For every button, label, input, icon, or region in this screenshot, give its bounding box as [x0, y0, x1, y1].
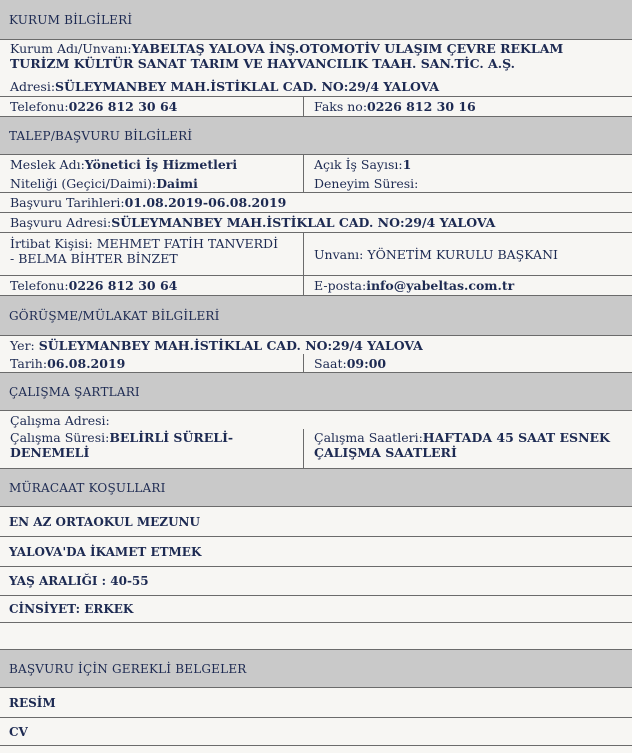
section-header-kurum	[0, 0, 632, 39]
field-value: SÜLEYMANBEY MAH.İSTİKLAL CAD. NO:29/4 YALOVA	[55, 79, 440, 94]
field-label: Başvuru Adresi:	[10, 215, 112, 230]
gorusme-yer-cell	[0, 336, 632, 354]
calisma-adres-cell	[0, 411, 632, 429]
gorusme-tarih-cell	[0, 354, 303, 372]
field-label: Yer:	[10, 337, 39, 353]
kurum-faks-cell	[303, 97, 632, 116]
talep-irtibat-cell	[0, 233, 303, 275]
requirement-item: EN AZ ORTAOKUL MEZUNU	[0, 506, 632, 536]
field-label: Faks no:	[314, 99, 368, 114]
field-value: DENEMELİ	[10, 445, 90, 460]
talep-meslek-row	[0, 154, 632, 174]
section-header-gorusme	[0, 295, 632, 335]
talep-nitelik-cell	[0, 174, 303, 192]
talep-irtibat-row	[0, 232, 632, 275]
section-header-calisma	[0, 372, 632, 410]
gorusme-tarih-row	[0, 354, 632, 372]
kurum-adres-row	[0, 77, 632, 96]
talep-unvan-cell	[303, 233, 632, 275]
field-value: HAFTADA 45 SAAT ESNEK	[422, 430, 610, 445]
section-header-belgeler	[0, 649, 632, 687]
calisma-sure-row	[0, 429, 632, 468]
field-value: SÜLEYMANBEY MAH.İSTİKLAL CAD. NO:29/4 YALOVA	[38, 337, 423, 353]
field-value: 0226 812 30 64	[68, 99, 178, 114]
section-title: MÜRACAAT KOŞULLARI	[9, 480, 166, 495]
irtibat-line: - BELMA BİHTER BİNZET	[10, 251, 178, 266]
field-label: Deneyim Süresi:	[314, 175, 419, 191]
section-title: TALEP/BAŞVURU BİLGİLERİ	[9, 128, 193, 143]
talep-tarih-cell	[0, 193, 632, 212]
kurum-adi-cell	[0, 40, 632, 77]
field-value: 09:00	[346, 355, 387, 371]
requirement-item: YALOVA'DA İKAMET ETMEK	[0, 536, 632, 566]
field-label: Çalışma Süresi:	[10, 430, 110, 445]
section-title: ÇALIŞMA ŞARTLARI	[9, 384, 140, 399]
section-title: GÖRÜŞME/MÜLAKAT BİLGİLERİ	[9, 308, 220, 323]
field-label: Çalışma Adresi:	[10, 412, 110, 428]
calisma-sure-cell	[0, 429, 303, 468]
field-value: SÜLEYMANBEY MAH.İSTİKLAL CAD. NO:29/4 YALOVA	[111, 215, 496, 230]
field-label: Kurum Adı/Unvanı:	[10, 41, 132, 56]
section-title: BAŞVURU İÇİN GEREKLİ BELGELER	[9, 661, 247, 676]
requirement-item-empty	[0, 622, 632, 649]
field-label: Adresi:	[10, 79, 56, 94]
bottom-divider	[0, 745, 632, 746]
field-label: Açık İş Sayısı:	[314, 157, 403, 172]
field-label: Telefonu:	[10, 278, 69, 293]
field-label: Tarih:	[10, 355, 48, 371]
talep-deneyim-cell	[303, 174, 632, 192]
section-header-muracaat	[0, 468, 632, 506]
field-label: Saat:	[314, 355, 347, 371]
field-label: Niteliği (Geçici/Daimi):	[10, 175, 157, 191]
talep-telefon-row	[0, 275, 632, 295]
calisma-saat-cell	[303, 429, 632, 468]
gorusme-yer-row	[0, 335, 632, 354]
field-value: 06.08.2019	[47, 355, 126, 371]
field-value: TURİZM KÜLTÜR SANAT TARIM VE HAYVANCILIK TAAH. SAN.TİC. A.Ş.	[10, 56, 516, 71]
kurum-adres-cell	[0, 77, 632, 96]
kurum-telefon-row	[0, 96, 632, 116]
field-value: 0226 812 30 16	[367, 99, 476, 114]
field-value: YABELTAŞ YALOVA İNŞ.OTOMOTİV ULAŞIM ÇEVRE REKLAM	[131, 41, 564, 56]
irtibat-line: İrtibat Kişisi: MEHMET FATİH TANVERDİ	[10, 236, 279, 251]
field-label: E-posta:	[314, 278, 367, 293]
talep-eposta-cell	[303, 276, 632, 295]
field-label: Telefonu:	[10, 99, 69, 114]
requirement-item: YAŞ ARALIĞI : 40-55	[0, 566, 632, 595]
talep-adres-row	[0, 212, 632, 232]
field-value: Yönetici İş Hizmetleri	[84, 157, 238, 172]
field-value: ÇALIŞMA SAATLERİ	[314, 445, 457, 460]
kurum-telefon-cell	[0, 97, 303, 116]
calisma-adres-row	[0, 410, 632, 429]
field-value: 1	[402, 157, 412, 172]
section-title: KURUM BİLGİLERİ	[9, 12, 133, 27]
field-value: 01.08.2019-06.08.2019	[124, 195, 287, 210]
talep-tarih-row	[0, 192, 632, 212]
talep-nitelik-row	[0, 174, 632, 192]
email-value: info@yabeltas.com.tr	[366, 278, 515, 293]
section-header-talep	[0, 116, 632, 154]
gorusme-saat-cell	[303, 354, 632, 372]
talep-acik-cell	[303, 155, 632, 174]
field-value: BELİRLİ SÜRELİ-	[109, 430, 234, 445]
field-value: Daimi	[156, 175, 198, 191]
field-label: Meslek Adı:	[10, 157, 85, 172]
requirement-item: CİNSİYET: ERKEK	[0, 595, 632, 622]
field-label: Çalışma Saatleri:	[314, 430, 423, 445]
document-item: RESİM	[0, 687, 632, 717]
talep-adres-cell	[0, 213, 632, 232]
field-value: 0226 812 30 64	[68, 278, 178, 293]
document-item: CV	[0, 717, 632, 745]
kurum-adi-row	[0, 39, 632, 77]
talep-meslek-cell	[0, 155, 303, 174]
unvan-text: Unvanı: YÖNETİM KURULU BAŞKANI	[314, 246, 558, 262]
field-label: Başvuru Tarihleri:	[10, 195, 125, 210]
talep-telefon-cell	[0, 276, 303, 295]
